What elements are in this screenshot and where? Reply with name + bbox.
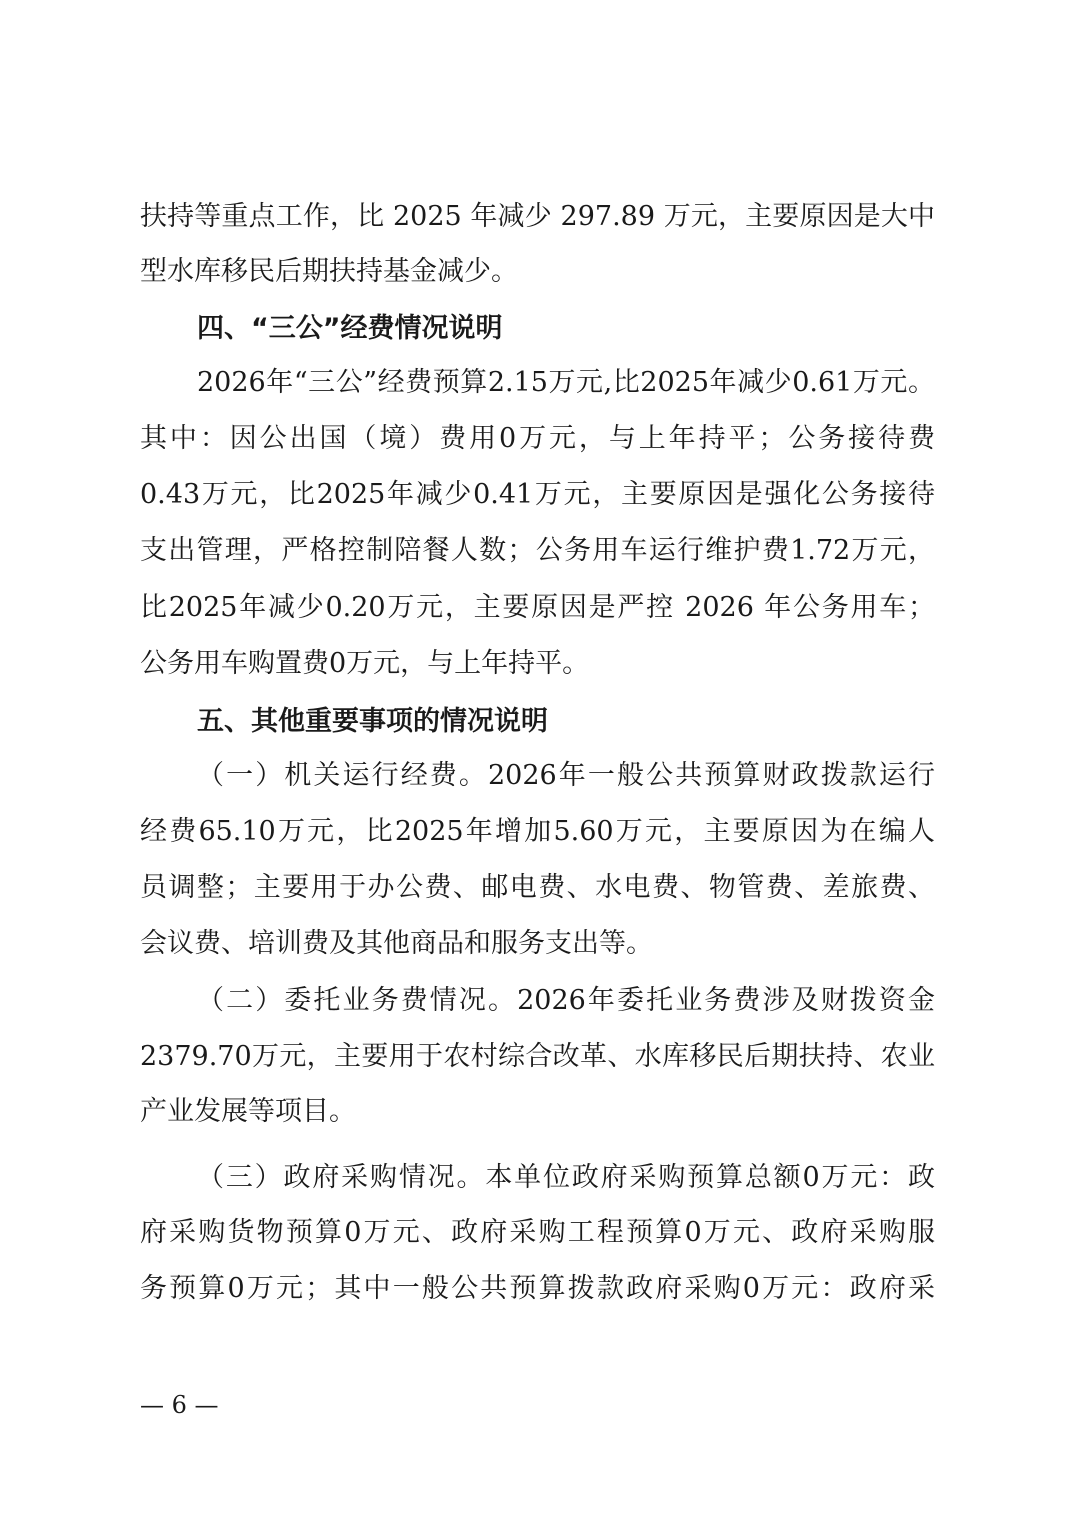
body-text-line: 支出管理，严格控制陪餐人数；公务用车运行维护费1.72万元， bbox=[140, 535, 935, 566]
body-text-line: 产业发展等项目。 bbox=[140, 1096, 356, 1127]
body-text-line: 2026年“三公”经费预算2.15万元,比2025年减少0.61万元。 bbox=[197, 367, 935, 398]
body-text-line: 2379.70万元，主要用于农村综合改革、水库移民后期扶持、农业 bbox=[140, 1041, 935, 1072]
body-text-line: 型水库移民后期扶持基金减少。 bbox=[140, 256, 518, 287]
body-text-line: 会议费、培训费及其他商品和服务支出等。 bbox=[140, 928, 653, 959]
body-text-line: 府采购货物预算0万元、政府采购工程预算0万元、政府采购服 bbox=[140, 1217, 935, 1248]
body-text-line: 经费65.10万元，比2025年增加5.60万元，主要原因为在编人 bbox=[140, 816, 935, 847]
body-text-line: 其中：因公出国（境）费用0万元，与上年持平；公务接待费 bbox=[140, 423, 935, 454]
body-text-line: 公务用车购置费0万元，与上年持平。 bbox=[140, 648, 590, 679]
body-text-line: 比2025年减少0.20万元，主要原因是严控 2026 年公务用车； bbox=[140, 592, 935, 623]
body-text-line: （二）委托业务费情况。2026年委托业务费涉及财拨资金 bbox=[197, 985, 935, 1016]
section-heading-4: 四、“三公”经费情况说明 bbox=[197, 313, 503, 344]
body-text-line: （三）政府采购情况。本单位政府采购预算总额0万元：政 bbox=[197, 1162, 935, 1193]
body-text-line: 扶持等重点工作，比 2025 年减少 297.89 万元，主要原因是大中 bbox=[140, 201, 935, 232]
page-number: — 6 — bbox=[140, 1391, 219, 1419]
body-text-line: （一）机关运行经费。2026年一般公共预算财政拨款运行 bbox=[197, 760, 935, 791]
body-text-line: 0.43万元，比2025年减少0.41万元，主要原因是强化公务接待 bbox=[140, 479, 935, 510]
section-heading-5: 五、其他重要事项的情况说明 bbox=[197, 706, 548, 737]
body-text-line: 务预算0万元；其中一般公共预算拨款政府采购0万元：政府采 bbox=[140, 1273, 935, 1304]
body-text-line: 员调整；主要用于办公费、邮电费、水电费、物管费、差旅费、 bbox=[140, 872, 935, 903]
